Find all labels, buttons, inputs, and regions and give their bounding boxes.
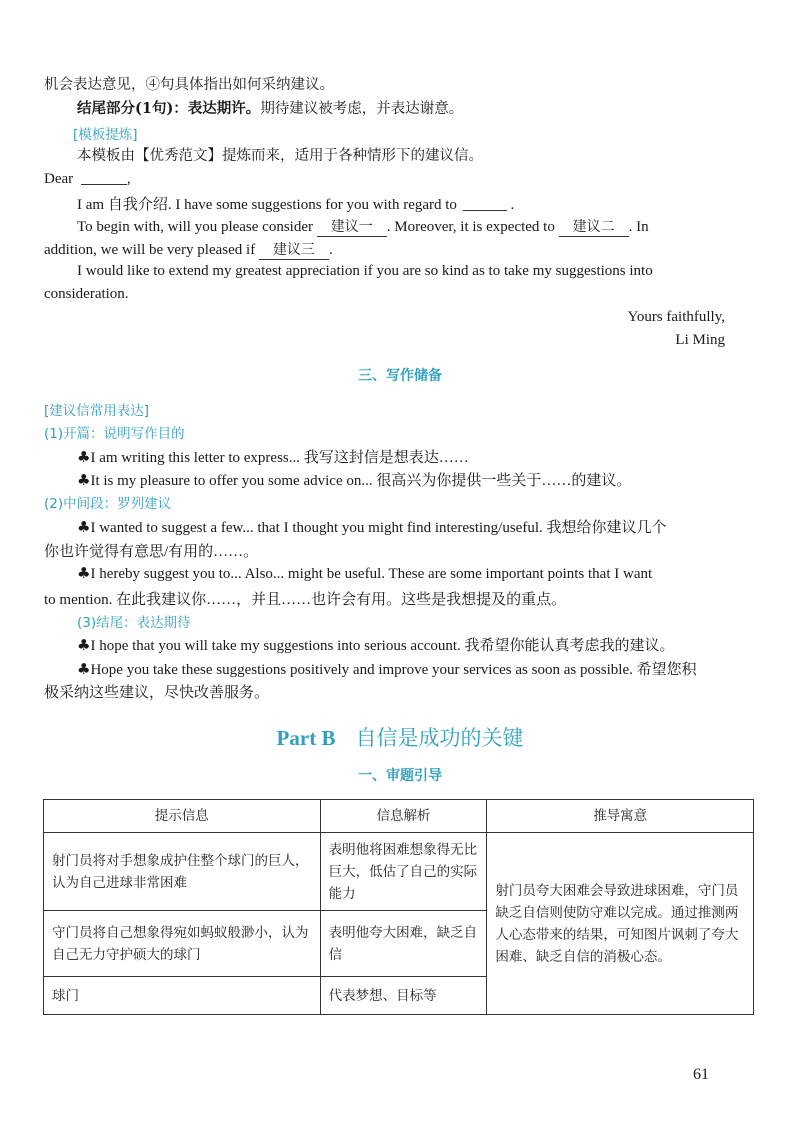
expression-2-text: It is my pleasure to offer you some advice on... 很高兴为你提供一些关于……的建议。 (90, 473, 632, 489)
page-number: 61 (693, 1066, 709, 1083)
club-icon: ♣ (77, 448, 91, 466)
hint-cell: 射门员将对手想象成护住整个球门的巨人，认为自己进球非常困难 (44, 833, 321, 911)
expression-4-text: I hereby suggest you to... Also... might be useful. These are some important points that I want (90, 566, 653, 582)
expressions-tag: [建议信常用表达] (44, 403, 150, 419)
template-intro: 本模板由【优秀范文】提炼而来，适用于各种情形下的建议信。 (77, 148, 483, 164)
table-row (44, 833, 754, 911)
meaning-cell: 射门员夸大困难会导致进球困难，守门员缺乏自信则使防守难以完成。通过推测两人心态带来的结果，可知图片讽刺了夸大困难、缺乏自信的消极心态。 (487, 833, 754, 1015)
expression-2 (77, 469, 631, 490)
expression-5 (77, 634, 675, 655)
expression-3 (77, 516, 666, 537)
ending-label: 结尾部分(1句)：表达期许。 (77, 100, 261, 117)
suggestion-3: 建议三 (259, 239, 329, 260)
letter-closing-2: consideration. (44, 286, 129, 302)
begin-b: . Moreover, it is expected to (386, 219, 555, 235)
expression-1 (77, 446, 469, 467)
sub-ending: (3)结尾：表达期待 (77, 615, 191, 631)
header-hint: 提示信息 (44, 800, 321, 833)
analysis-table (43, 799, 754, 1015)
hint-cell: 球门 (44, 977, 321, 1015)
club-icon: ♣ (77, 518, 91, 536)
expression-6-text: Hope you take these suggestions positively and improve your services as soon as possible. 希望您积 (90, 662, 697, 678)
name-blank (81, 170, 127, 185)
sub-middle: (2)中间段：罗列建议 (44, 496, 172, 512)
intro-cn: I am 自我介绍. (77, 197, 172, 213)
section-title: 三、写作储备 (358, 368, 442, 384)
analysis-cell: 表明他将困难想象得无比巨大，低估了自己的实际能力 (320, 833, 487, 911)
analysis-cell: 代表梦想、目标等 (320, 977, 487, 1015)
analysis-cell: 表明他夸大困难，缺乏自信 (320, 911, 487, 977)
letter-intro (77, 193, 514, 214)
part-b-subtitle: 一、审题引导 (358, 768, 442, 784)
intro-period: . (510, 197, 515, 213)
expression-3-cont: 你也许觉得有意思/有用的……。 (44, 544, 259, 560)
suggestion-1: 建议一 (317, 216, 387, 237)
signer-name: Li Ming (675, 332, 725, 348)
hint-cell: 守门员将自己想象得宛如蚂蚁般渺小，认为自己无力守护硕大的球门 (44, 911, 321, 977)
expression-5-text: I hope that you will take my suggestions into serious account. 我希望你能认真考虑我的建议。 (90, 638, 675, 654)
expression-3-text: I wanted to suggest a few... that I thought you might find interesting/useful. 我想给你建议几个 (90, 520, 667, 536)
letter-greeting (44, 170, 131, 188)
part-b-title: 自信是成功的关键 (355, 726, 524, 750)
topic-blank (463, 196, 507, 211)
expression-4-cont: to mention. 在此我建议你……，并且……也许会有用。这些是我想提及的重点。 (44, 592, 567, 608)
header-meaning: 推导寓意 (487, 800, 754, 833)
header-analysis: 信息解析 (320, 800, 487, 833)
expression-1-text: I am writing this letter to express... 我写这封信是想表达…… (90, 450, 469, 466)
letter-body-2 (44, 239, 333, 260)
sign-off: Yours faithfully, (627, 309, 725, 325)
expression-6-cont: 极采纳这些建议，尽快改善服务。 (44, 685, 270, 701)
suggestion-2: 建议二 (559, 216, 629, 237)
expression-4 (77, 564, 652, 583)
club-icon: ♣ (77, 636, 91, 654)
club-icon: ♣ (77, 471, 91, 489)
begin-a: To begin with, will you please consider (77, 219, 313, 235)
letter-body-1 (77, 216, 649, 237)
begin-c: . In (628, 219, 649, 235)
add-period: . (328, 242, 333, 258)
letter-closing-1: I would like to extend my greatest appreciation if you are so kind as to take my suggestions into (77, 263, 653, 279)
club-icon: ♣ (77, 660, 91, 678)
ending-text: 期待建议被考虑，并表达谢意。 (260, 101, 464, 117)
part-b-heading (0, 722, 800, 752)
add-a: addition, we will be very pleased if (44, 242, 256, 258)
dear-text: Dear (44, 171, 74, 187)
greeting-comma: , (126, 171, 131, 187)
part-b-label: Part B (276, 726, 336, 750)
sub-opening: (1)开篇：说明写作目的 (44, 426, 185, 442)
ending-line (77, 100, 463, 118)
expression-6 (77, 658, 697, 679)
table-header-row (44, 800, 754, 833)
template-tag: [模板提炼] (73, 127, 138, 143)
club-icon: ♣ (77, 564, 91, 582)
top-line-1: 机会表达意见，④句具体指出如何采纳建议。 (44, 77, 334, 93)
intro-en: I have some suggestions for you with regard to (175, 197, 457, 213)
